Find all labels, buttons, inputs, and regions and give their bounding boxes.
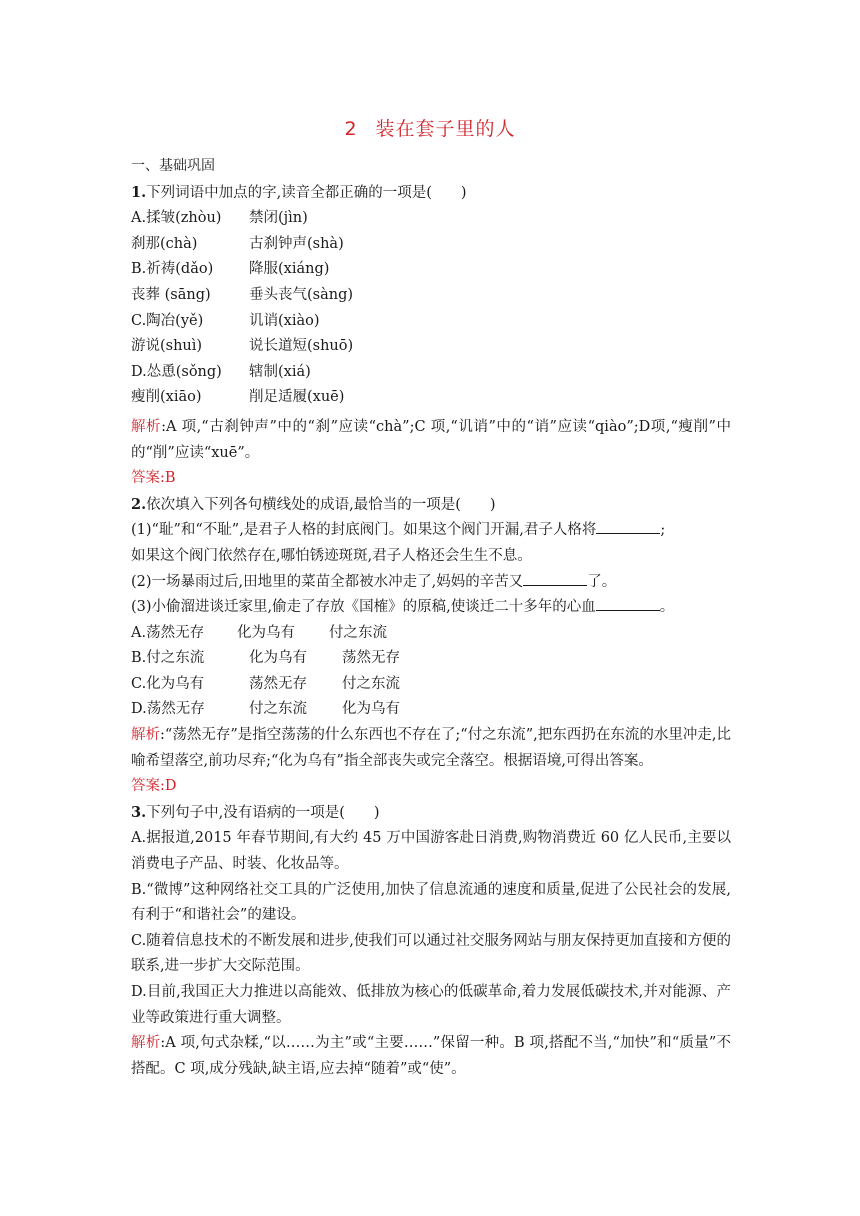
q1-item: 说长道短(shuō)	[249, 338, 354, 355]
question-2-stem	[131, 492, 731, 519]
q1-answer: 答案:B	[131, 470, 176, 487]
exercise-content	[131, 154, 731, 1082]
option-word: 化为乌有	[249, 650, 307, 667]
section-heading: 一、基础巩固	[131, 158, 215, 174]
option-word: 付之东流	[342, 675, 400, 692]
q2-option-d	[131, 697, 731, 723]
q1-option-row	[131, 360, 731, 386]
q2-sentence-1-cont: 如果这个阀门依然存在,哪怕锈迹斑斑,君子人格还会生生不息。	[131, 547, 532, 564]
q2-option-a	[131, 621, 731, 647]
q3-option-a: A.据报道,2015 年春节期间,有大约 45 万中国游客赴日消费,购物消费近 60 亿人民币,主要以消费电子产品、时装、化妆品等。	[131, 830, 731, 873]
analysis-label: 解析	[131, 727, 161, 744]
option-word: 付之东流	[249, 701, 307, 718]
q1-item: 禁闭(jìn)	[249, 210, 308, 227]
q2-sentence-1	[131, 518, 731, 544]
question-number: 2.	[131, 495, 147, 513]
option-word: D.荡然无存	[131, 701, 205, 718]
analysis-text: :“荡然无存”是指空荡荡的什么东西也不存在了;“付之东流”,把东西扔在东流的水里冲走,比喻希望落空,前功尽弃;“化为乌有”指全部丧失或完全落空。根据语境,可得出答案。	[131, 727, 732, 769]
analysis-label: 解析	[131, 1035, 161, 1052]
q1-option-row	[131, 385, 731, 411]
question-3-stem	[131, 800, 731, 827]
question-number: 1.	[131, 183, 147, 201]
answer-blank	[596, 519, 660, 534]
page-title	[0, 114, 860, 141]
answer-blank	[523, 571, 587, 586]
option-word: 荡然无存	[249, 675, 307, 692]
q1-item: A.揉皱(zhòu)	[131, 210, 222, 227]
sentence-text: (3)小偷溜进谈迁家里,偷走了存放《国榷》的原稿,使谈迁二十多年的心血	[131, 599, 596, 616]
sentence-text: ;	[660, 522, 666, 539]
q2-sentence-2	[131, 570, 731, 596]
option-word: 付之东流	[329, 624, 387, 641]
q2-answer: 答案:D	[131, 778, 177, 795]
q1-item: B.祈祷(dǎo)	[131, 261, 214, 278]
sentence-text: (1)“耻”和“不耻”,是君子人格的封底阀门。如果这个阀门开漏,君子人格将	[131, 522, 597, 539]
q3-option-c: C.随着信息技术的不断发展和进步,使我们可以通过社交服务网站与朋友保持更加直接和方便的联系,进一步扩大交际范围。	[131, 932, 731, 975]
sentence-text: (2)一场暴雨过后,田地里的菜苗全都被水冲走了,妈妈的辛苦又	[131, 573, 524, 590]
q1-item: 古刹钟声(shà)	[249, 235, 344, 252]
q1-option-row	[131, 309, 731, 335]
q1-item: D.怂恿(sǒng)	[131, 363, 222, 380]
question-text: 依次填入下列各句横线处的成语,最恰当的一项是( )	[146, 496, 496, 513]
q1-option-row	[131, 232, 731, 258]
q1-item: 垂头丧气(sàng)	[249, 286, 354, 303]
q1-item: 瘦削(xiāo)	[131, 389, 202, 406]
q2-option-b	[131, 646, 731, 672]
q1-item: 刹那(chà)	[131, 235, 198, 252]
q2-analysis	[131, 723, 731, 774]
q3-option-b: B.“微博”这种网络社交工具的广泛使用,加快了信息流通的速度和质量,促进了公民社会的发展,有利于“和谐社会”的建设。	[131, 881, 731, 924]
q1-item: 削足适履(xuē)	[249, 389, 345, 406]
lesson-number: 2	[344, 118, 358, 140]
q1-item: C.陶冶(yě)	[131, 312, 204, 329]
question-paren: ( )	[426, 184, 467, 201]
option-word: B.付之东流	[131, 650, 205, 667]
lesson-title: 装在套子里的人	[375, 118, 516, 140]
q3-option-d: D.目前,我国正大力推进以高能效、低排放为核心的低碳革命,着力发展低碳技术,并对能源、产业等政策进行重大调整。	[131, 984, 731, 1026]
option-word: 荡然无存	[342, 650, 400, 667]
q2-option-c	[131, 672, 731, 698]
q1-item: 降服(xiáng)	[249, 261, 330, 278]
q1-option-row	[131, 206, 731, 232]
question-number: 3.	[131, 803, 147, 821]
q1-analysis	[131, 415, 731, 466]
analysis-label: 解析	[131, 418, 162, 435]
q1-item: 游说(shuì)	[131, 338, 203, 355]
analysis-text: :A 项,句式杂糅,“以……为主”或“主要……”保留一种。B 项,搭配不当,“加快”和“质量”不搭配。C 项,成分残缺,缺主语,应去掉“随着”或“使”。	[131, 1035, 732, 1077]
analysis-text: :A 项,“古刹钟声”中的“刹”应读“chà”;C 项,“讥诮”中的“诮”应读“qiào”;D项,“瘦削”中的“削”应读“xuē”。	[131, 418, 731, 461]
question-text: 下列句子中,没有语病的一项是( )	[146, 804, 380, 821]
sentence-text: 。	[659, 599, 675, 616]
q1-item: 讥诮(xiào)	[249, 312, 320, 329]
q1-item: 辖制(xiá)	[249, 363, 311, 380]
option-word: C.化为乌有	[131, 675, 205, 692]
q1-option-row	[131, 334, 731, 360]
option-word: 化为乌有	[342, 701, 400, 718]
answer-blank	[596, 596, 660, 611]
q2-sentence-3	[131, 595, 731, 621]
q1-option-row	[131, 283, 731, 309]
sentence-text: 了。	[587, 573, 617, 590]
q1-item: 丧葬 (sāng)	[131, 286, 211, 303]
option-word: 化为乌有	[237, 624, 295, 641]
question-text: 下列词语中加点的字,读音全都正确的一项是	[146, 184, 427, 201]
q1-option-row	[131, 257, 731, 283]
question-1-stem	[131, 180, 731, 207]
q3-analysis	[131, 1031, 731, 1082]
option-word: A.荡然无存	[131, 624, 205, 641]
